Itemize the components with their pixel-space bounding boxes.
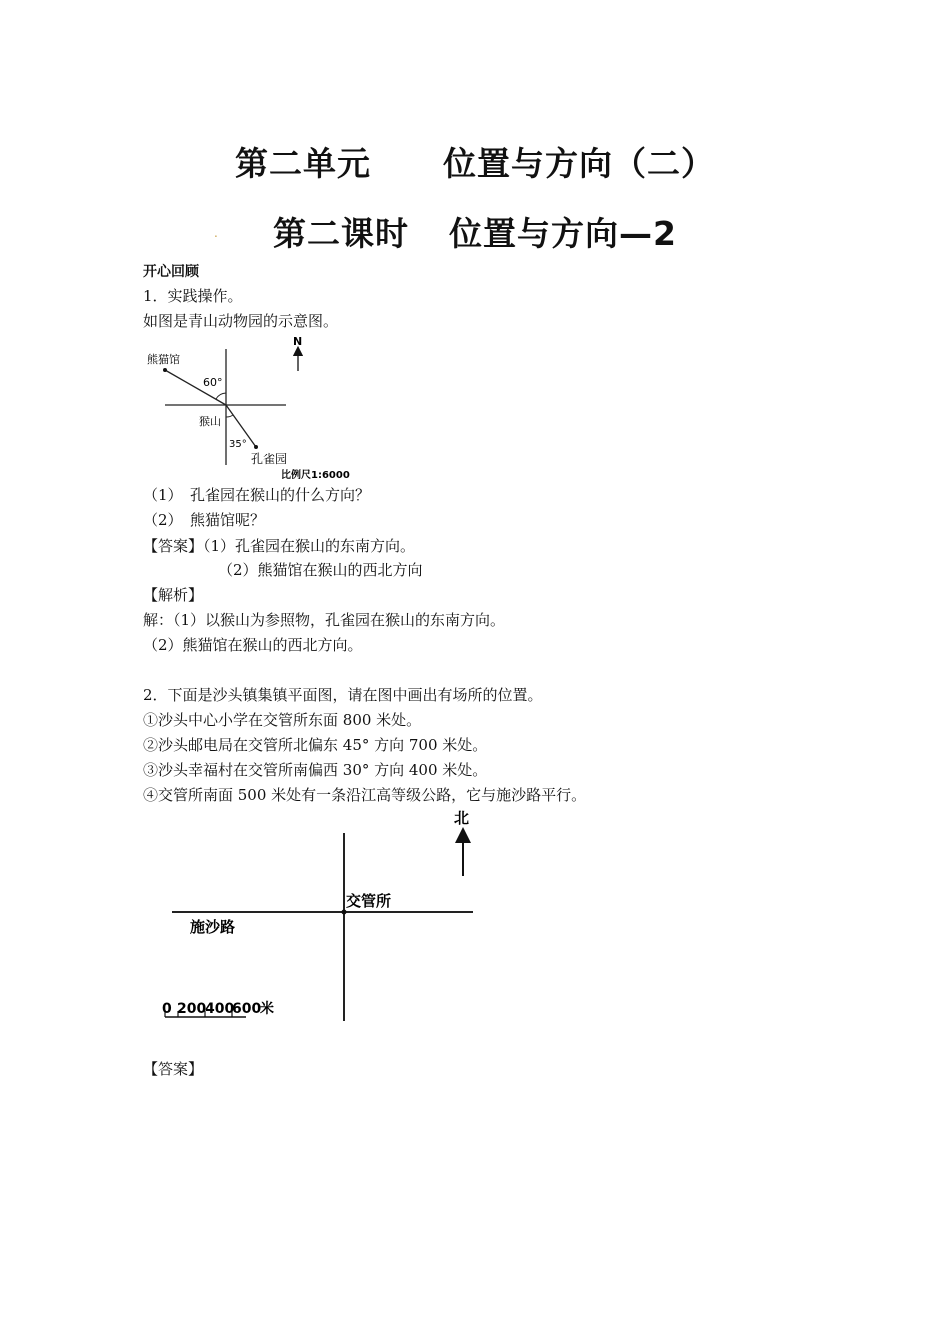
- q1-title: 1．实践操作。: [143, 287, 243, 305]
- angle-35-arc: [226, 415, 233, 417]
- q2-answer-label: 【答案】: [143, 1060, 204, 1078]
- traffic-office-point: [342, 910, 347, 915]
- angle-60-arc: [216, 393, 226, 399]
- section-heading: 开心回顾: [143, 264, 199, 280]
- peacock-point: [254, 445, 258, 449]
- q1-answer: [143, 536, 415, 556]
- q2-item2: ②沙头邮电局在交管所北偏东 45° 方向 700 米处。: [143, 736, 488, 754]
- unit-label: 第二单元: [235, 144, 371, 183]
- unit-title: [0, 138, 950, 185]
- q1-answer-label: 【答案】: [143, 537, 204, 555]
- q1-analysis-label: 【解析】: [143, 586, 204, 604]
- unit-title-text: 位置与方向（二）: [443, 144, 715, 183]
- monkey-label: 猴山: [199, 415, 221, 428]
- q1-intro: 如图是青山动物园的示意图。: [143, 312, 339, 330]
- town-scale-bar: [162, 1000, 274, 1017]
- scale-400-label: 400: [205, 1001, 235, 1017]
- q2-title: 2．下面是沙头镇集镇平面图，请在图中画出有场所的位置。: [143, 686, 543, 704]
- town-north-label: 北: [454, 809, 470, 827]
- lesson-title: [0, 208, 950, 255]
- peacock-label: 孔雀园: [251, 452, 288, 466]
- scale-200-label: 200: [177, 1001, 207, 1017]
- lesson-title-text: 位置与方向—2: [449, 214, 677, 253]
- q1-analysis1: 解：（1）以猴山为参照物，孔雀园在猴山的东南方向。: [143, 611, 506, 629]
- q2-item1: ①沙头中心小学在交管所东面 800 米处。: [143, 711, 422, 729]
- panda-point: [163, 368, 167, 372]
- shisha-road-label: 施沙路: [190, 918, 236, 936]
- q1-analysis2: （2）熊猫馆在猴山的西北方向。: [143, 636, 363, 654]
- zoo-north-label: N: [293, 335, 303, 348]
- town-map: [160, 805, 500, 1030]
- scale-unit-label: 米: [260, 1001, 274, 1017]
- panda-label: 熊猫馆: [147, 353, 180, 366]
- zoo-map: [143, 333, 393, 483]
- q1-sub2: （2） 熊猫馆呢？: [143, 511, 266, 529]
- scale-600-label: 600: [232, 1001, 262, 1017]
- angle-60-label: 60°: [203, 376, 223, 389]
- q2-item3: ③沙头幸福村在交管所南偏西 30° 方向 400 米处。: [143, 761, 488, 779]
- q2-item4: ④交管所南面 500 米处有一条沿江高等级公路，它与施沙路平行。: [143, 786, 587, 804]
- decorative-dot: .: [214, 226, 218, 240]
- q1-sub1: （1） 孔雀园在猴山的什么方向？: [143, 486, 371, 504]
- lesson-label: 第二课时: [273, 214, 410, 253]
- zoo-scale-label: 比例尺1:6000: [281, 470, 350, 481]
- q1-answer2: （2）熊猫馆在猴山的西北方向: [218, 561, 423, 579]
- angle-35-label: 35°: [229, 439, 247, 450]
- traffic-office-label: 交管所: [346, 892, 392, 910]
- q1-answer1: （1）孔雀园在猴山的东南方向。: [203, 537, 416, 555]
- scale-0-label: 0: [162, 1001, 172, 1017]
